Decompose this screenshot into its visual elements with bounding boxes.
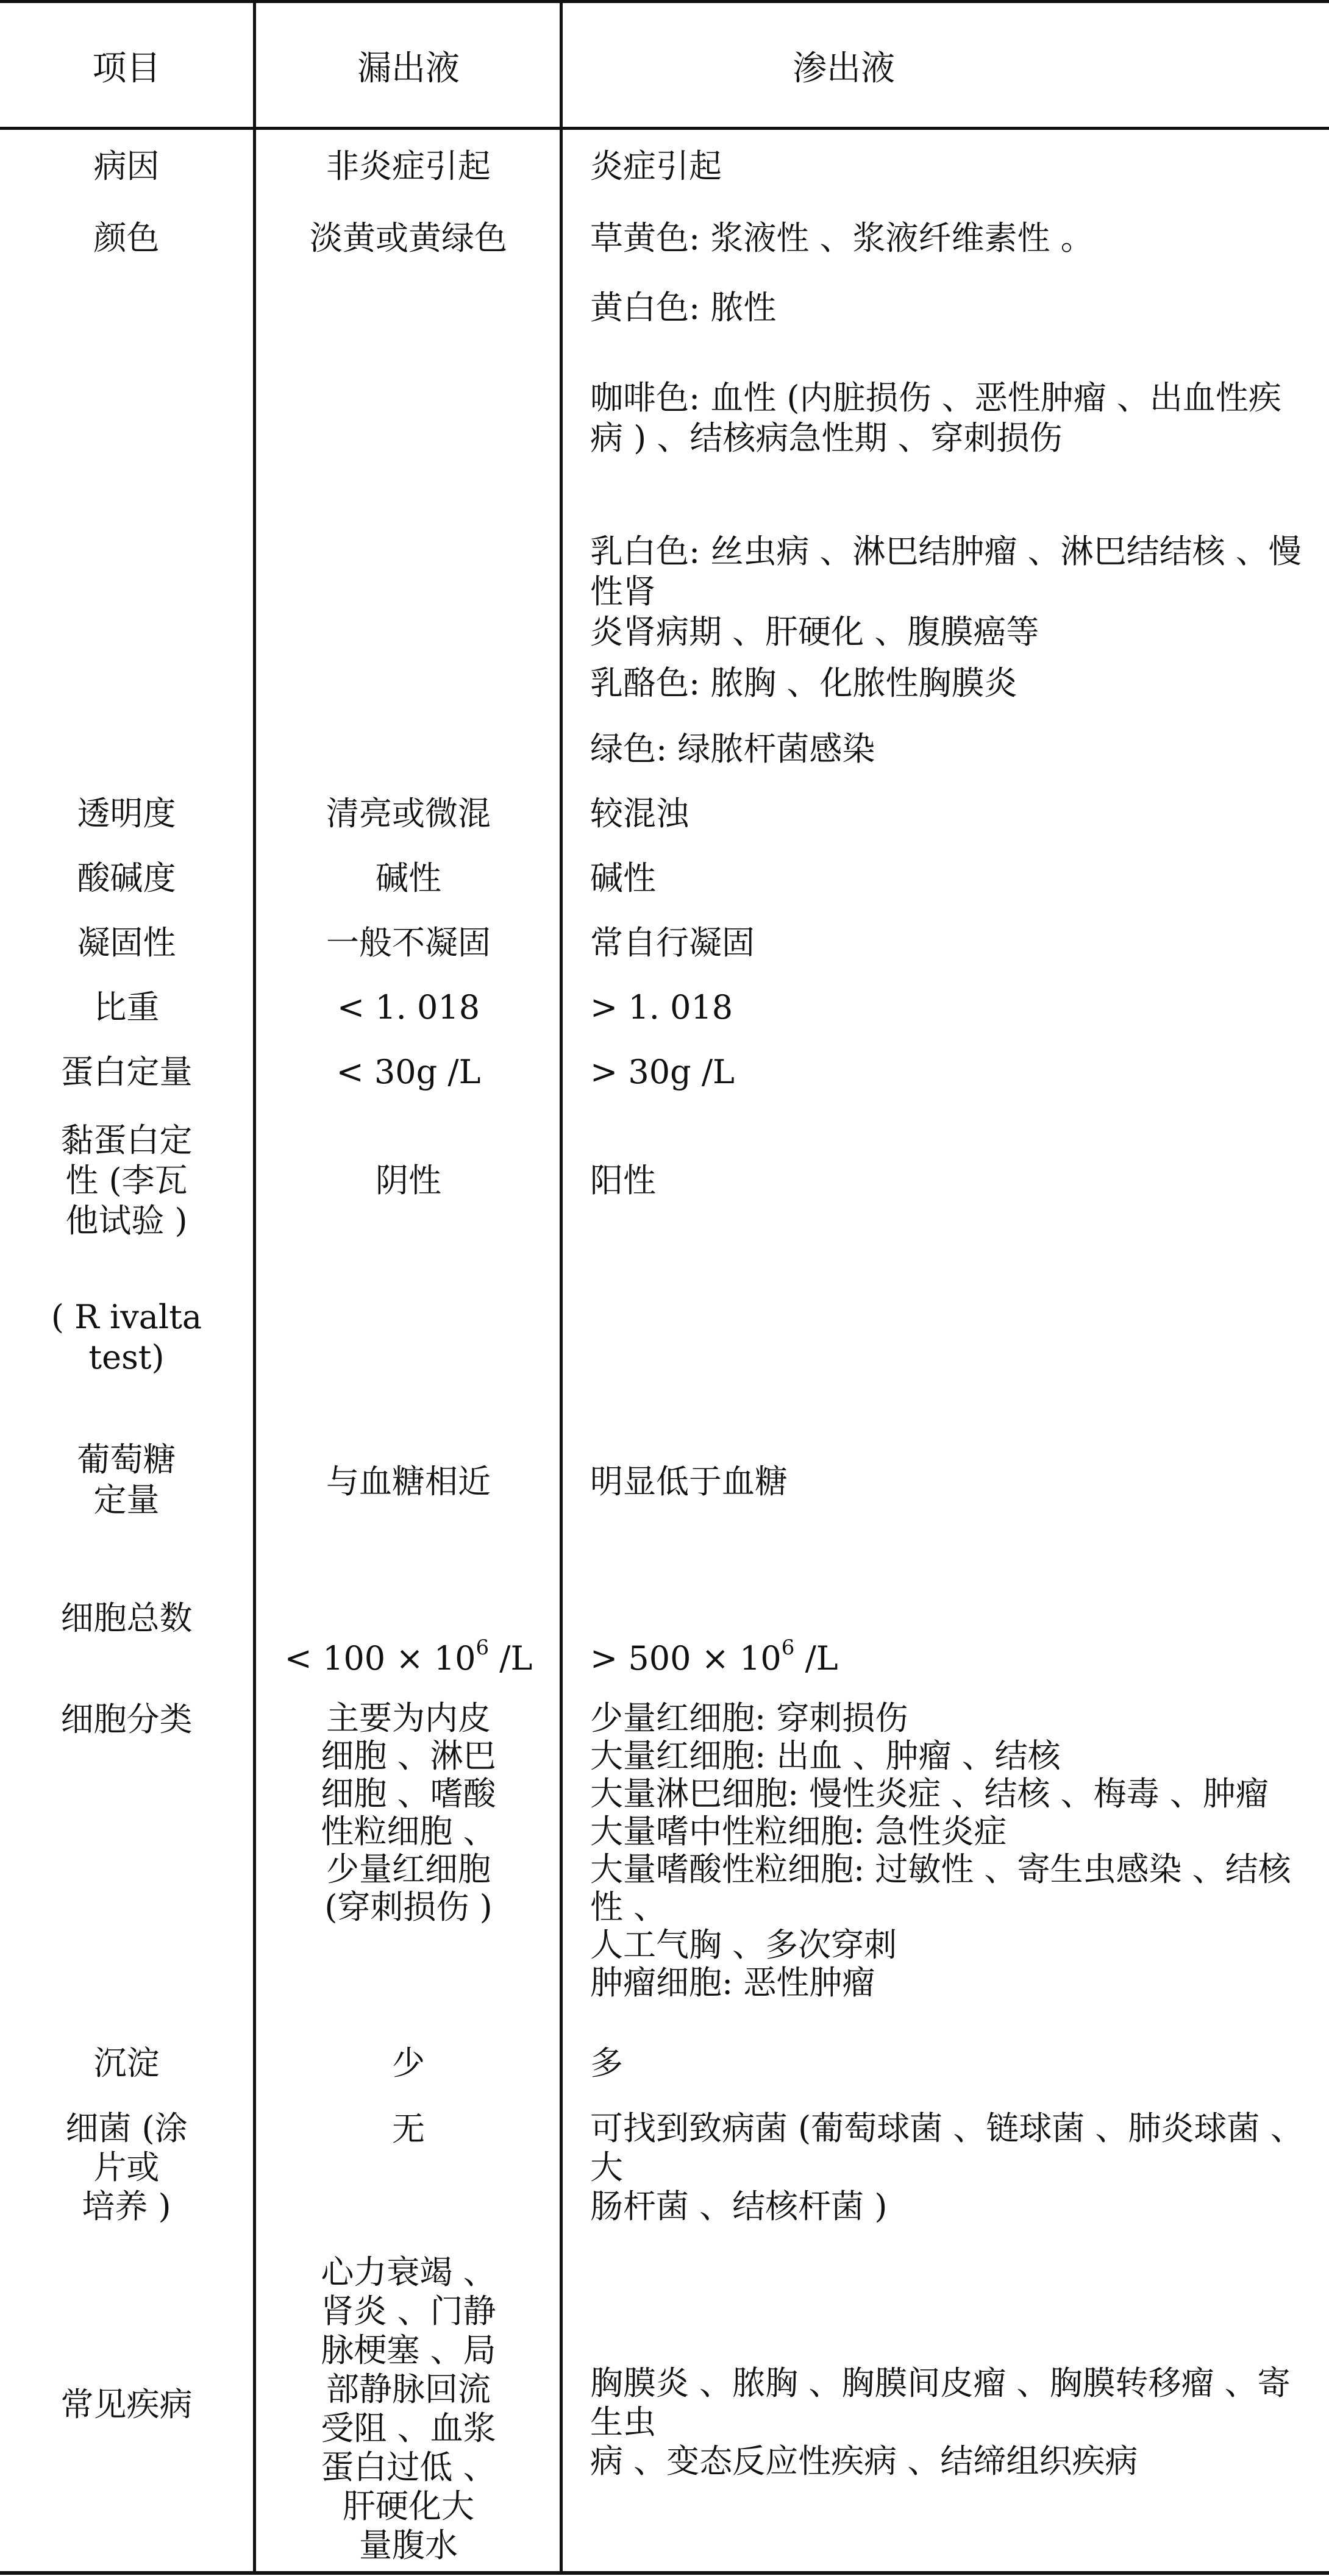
row-gravity-exudate: > 1. 018 <box>590 988 733 1026</box>
row-celltype-exudate: 少量红细胞: 穿刺损伤 大量红细胞: 出血 、肿瘤 、结核 大量淋巴细胞: 慢性炎症 、结核 、梅毒 、肿瘤 大量嗜中性粒细胞: 急性炎症 大量嗜酸性粒细胞: 过敏性 、寄生虫感染 、结核性 、 人工气胸 、多次穿刺 肿瘤细胞: 恶性肿瘤 <box>590 1699 1291 2002</box>
row-color-exudate-1: 草黄色: 浆液性 、浆液纤维素性 。 <box>590 219 1094 257</box>
row-protein-transudate: < 30g /L <box>336 1053 481 1091</box>
row-color-exudate-6: 绿色: 绿脓杆菌感染 <box>590 730 875 768</box>
row-disease-item: 常见疾病 <box>60 2385 193 2424</box>
row-sediment-transudate: 少 <box>392 2044 425 2082</box>
row-coagulation-item: 凝固性 <box>77 923 176 962</box>
table-bottom-rule <box>0 2571 1329 2575</box>
header-item: 项目 <box>92 49 161 88</box>
row-bacteria-exudate: 可找到致病菌 (葡萄球菌 、链球菌 、肺炎球菌 、大 肠杆菌 、结核杆菌 ) <box>590 2109 1303 2226</box>
row-color-transudate: 淡黄或黄绿色 <box>310 219 507 257</box>
row-mucin-transudate: 阴性 <box>376 1161 441 1200</box>
row-cause-transudate: 非炎症引起 <box>326 147 491 185</box>
row-disease-exudate: 胸膜炎 、脓胸 、胸膜间皮瘤 、胸膜转移瘤 、寄生虫 病 、变态反应性疾病 、结缔组织疾病 <box>590 2364 1291 2480</box>
row-disease-transudate: 心力衰竭 、 肾炎 、门静 脉梗塞 、局 部静脉回流 受阻 、血浆 蛋白过低 、 肝硬化大 量腹水 <box>321 2253 496 2564</box>
row-color-exudate-4: 乳白色: 丝虫病 、淋巴结肿瘤 、淋巴结结核 、慢性肾 炎肾病期 、肝硬化 、腹膜癌等 <box>590 532 1302 651</box>
row-bacteria-transudate: 无 <box>392 2110 425 2148</box>
cellcount-transudate-base: < 100 × 10 <box>284 1639 476 1678</box>
row-cellcount-exudate <box>590 1598 1309 1679</box>
row-color-item: 颜色 <box>93 219 160 257</box>
row-cellcount-transudate <box>256 1598 561 1679</box>
row-clarity-exudate: 较混浊 <box>590 794 689 833</box>
row-clarity-item: 透明度 <box>77 794 176 833</box>
cellcount-transudate-unit: /L <box>489 1639 533 1678</box>
row-gravity-transudate: < 1. 018 <box>337 988 480 1026</box>
row-glucose-exudate: 明显低于血糖 <box>590 1462 788 1501</box>
row-celltype-transudate: 主要为内皮 细胞 、淋巴 细胞 、嗜酸 性粒细胞 、 少量红细胞 (穿刺损伤 ) <box>321 1699 496 1926</box>
row-ph-transudate: 碱性 <box>376 859 441 897</box>
row-sediment-item: 沉淀 <box>93 2044 160 2082</box>
row-color-exudate-3: 咖啡色: 血性 (内脏损伤 、恶性肿瘤 、出血性疾 病 ) 、结核病急性期 、穿刺损伤 <box>590 379 1281 457</box>
row-ph-exudate: 碱性 <box>590 859 656 897</box>
row-glucose-item: 葡萄糖 定量 <box>77 1440 176 1519</box>
row-sediment-exudate: 多 <box>590 2044 623 2082</box>
row-glucose-transudate: 与血糖相近 <box>326 1462 491 1501</box>
row-cause-item: 病因 <box>93 147 160 185</box>
header-transudate: 漏出液 <box>357 49 460 88</box>
row-protein-item: 蛋白定量 <box>60 1053 193 1091</box>
cellcount-exudate-unit: /L <box>794 1639 838 1678</box>
row-mucin-exudate: 阳性 <box>590 1161 656 1200</box>
cellcount-transudate-exp: 6 <box>476 1635 490 1660</box>
header-bottom-rule <box>0 127 1329 130</box>
column-divider-1 <box>253 0 256 2575</box>
column-divider-2 <box>560 0 563 2575</box>
row-bacteria-item: 细菌 (涂 片或 培养 ) <box>65 2109 188 2226</box>
row-mucin-item: 黏蛋白定 性 (李瓦 他试验 ) <box>60 1121 193 1240</box>
row-ph-item: 酸碱度 <box>77 859 176 897</box>
cellcount-exudate-exp: 6 <box>781 1635 795 1660</box>
row-rivalta-item: ( R ivalta test) <box>51 1298 202 1376</box>
row-color-exudate-5: 乳酪色: 脓胸 、化脓性胸膜炎 <box>590 664 1017 702</box>
row-cellcount-item: 细胞总数 <box>60 1599 193 1637</box>
row-celltype-item: 细胞分类 <box>60 1700 193 1738</box>
row-clarity-transudate: 清亮或微混 <box>326 794 491 833</box>
row-cause-exudate: 炎症引起 <box>590 147 722 185</box>
row-gravity-item: 比重 <box>93 988 160 1026</box>
row-color-exudate-2: 黄白色: 脓性 <box>590 288 777 327</box>
row-coagulation-exudate: 常自行凝固 <box>590 923 755 962</box>
cellcount-exudate-base: > 500 × 10 <box>590 1639 782 1678</box>
row-protein-exudate: > 30g /L <box>590 1053 735 1091</box>
row-coagulation-transudate: 一般不凝固 <box>326 923 491 962</box>
header-exudate: 渗出液 <box>793 49 895 88</box>
table-top-rule <box>0 0 1329 3</box>
